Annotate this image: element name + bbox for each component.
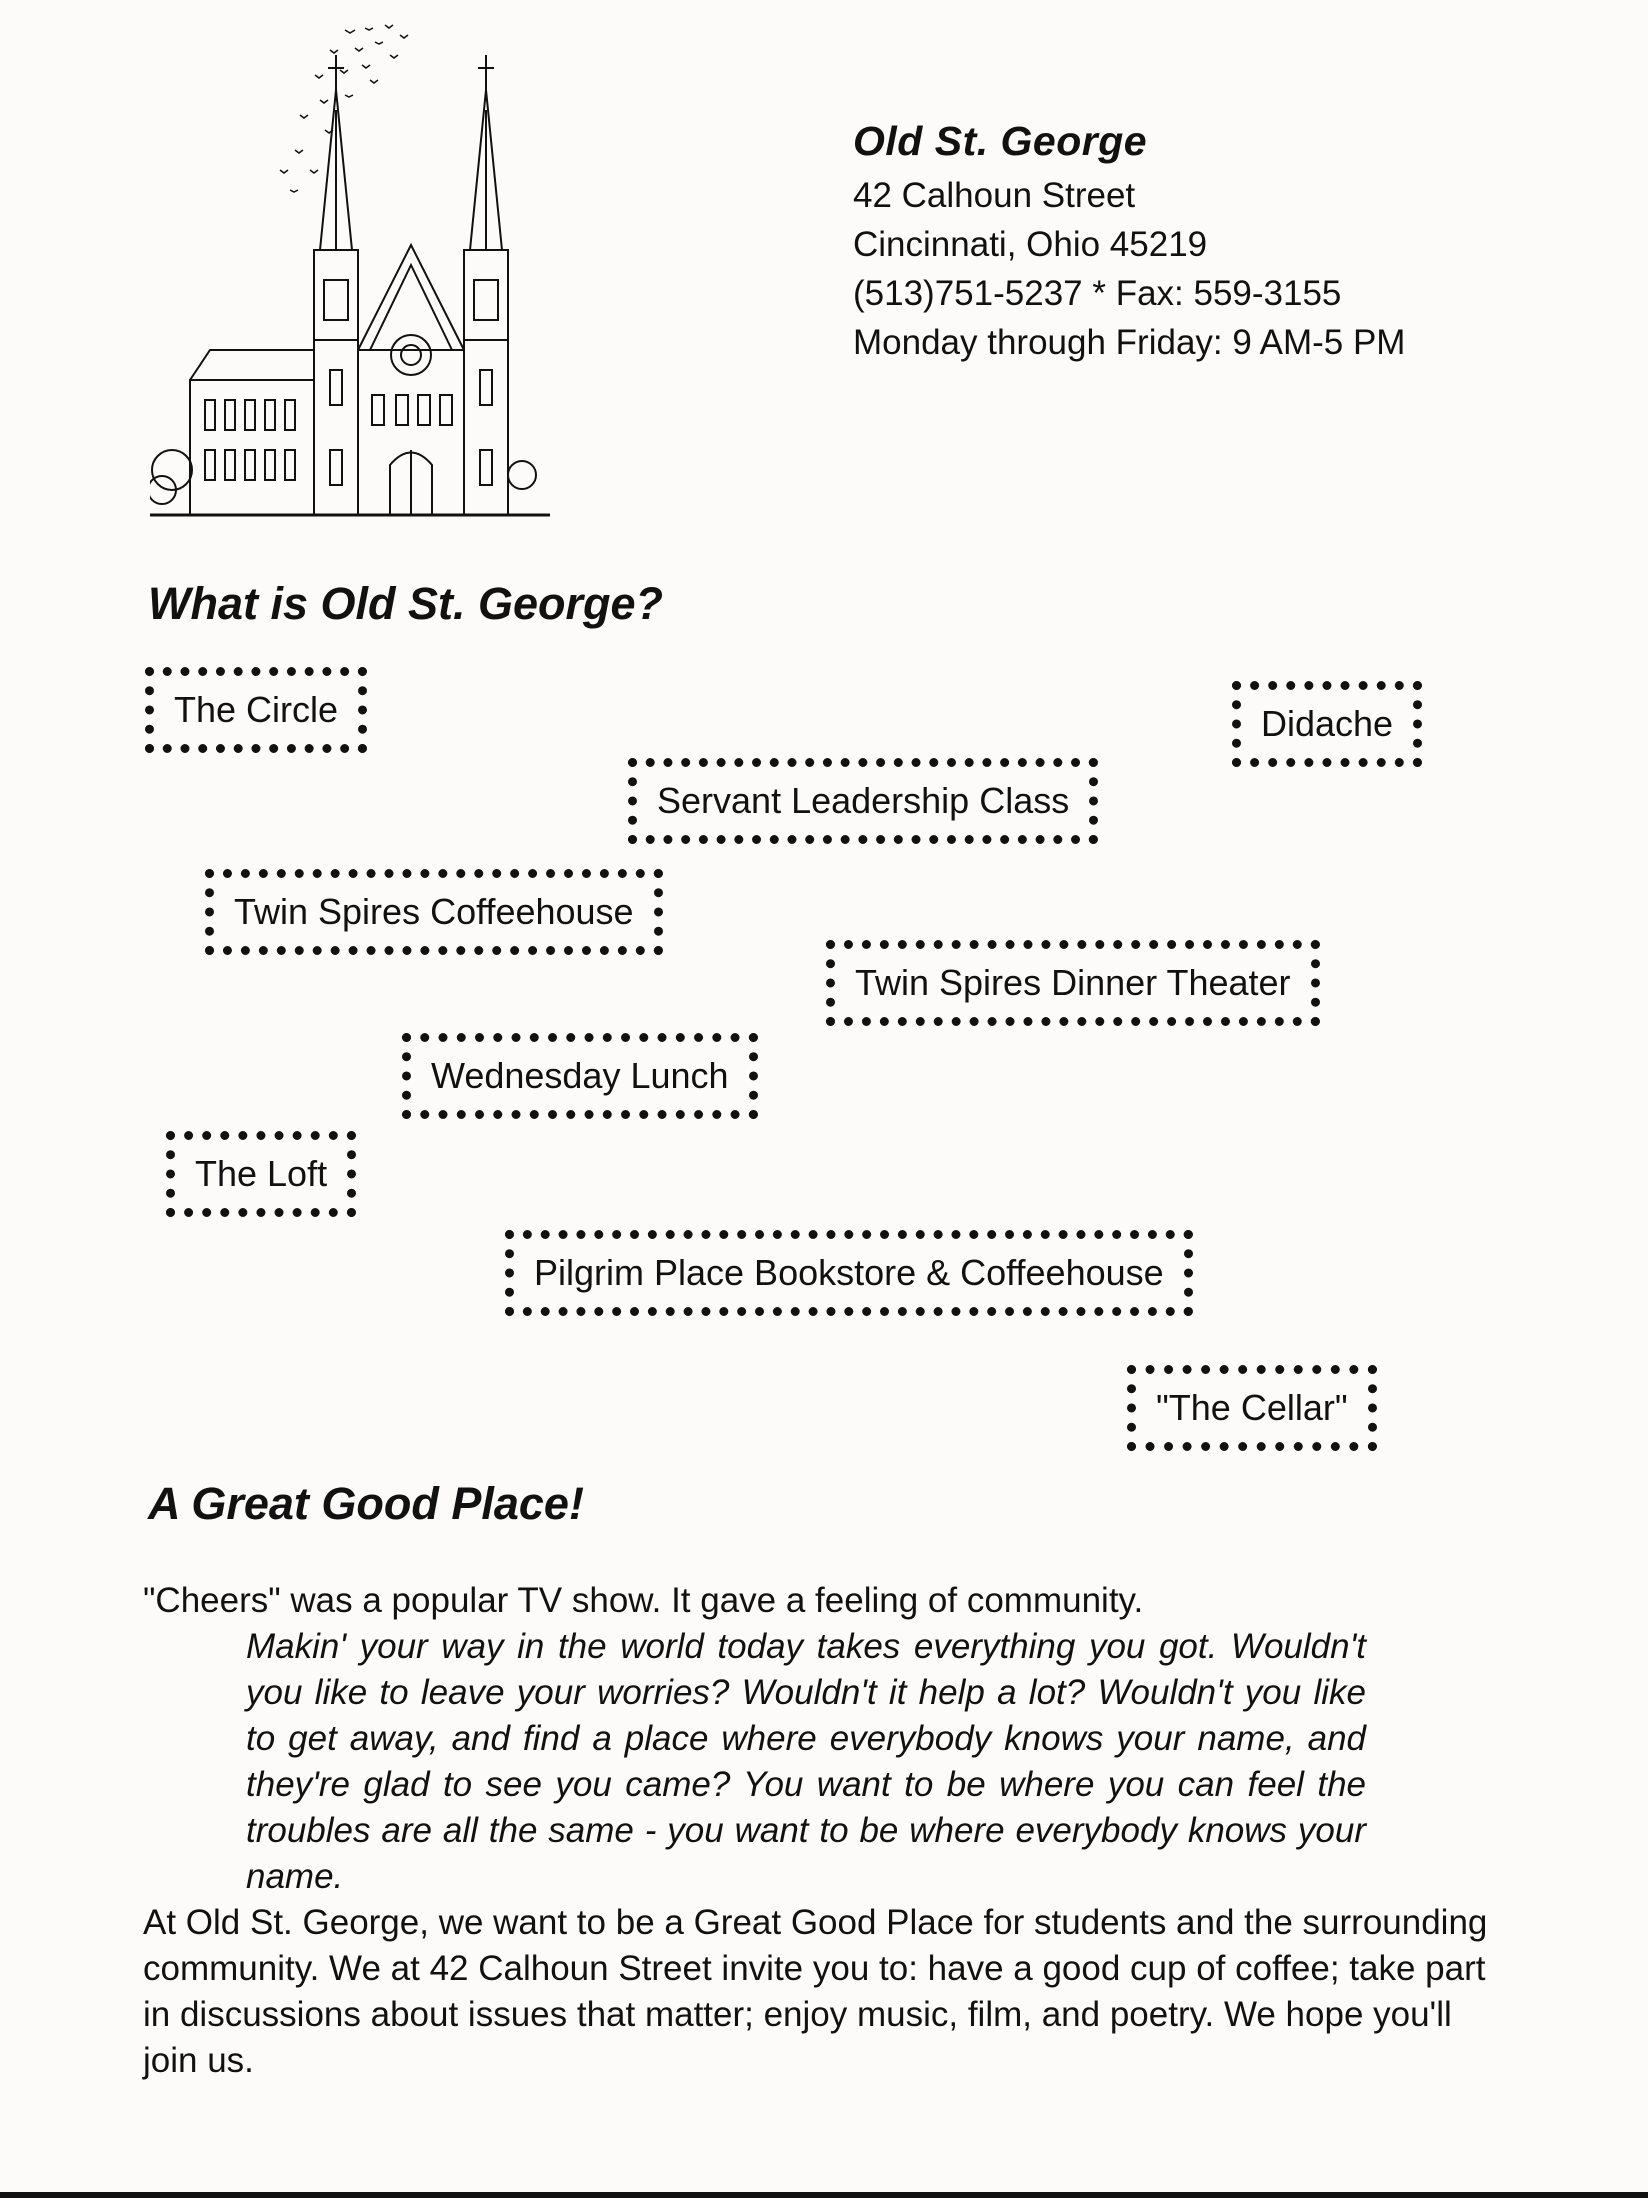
bottom-rule — [0, 2192, 1648, 2198]
tag-the-loft: The Loft — [166, 1131, 356, 1217]
tag-twin-spires-dinner-theater: Twin Spires Dinner Theater — [826, 940, 1320, 1026]
intro-paragraph: "Cheers" was a popular TV show. It gave a feeling of community. — [143, 1581, 1144, 1620]
tag-the-circle: The Circle — [145, 667, 367, 753]
closing-paragraph: At Old St. George, we want to be a Great Good Place for students and the surrounding community. We at 42 Calhoun Street invite you to: have a good cup of coffee; take part in discussions about issues that matter; enjoy music, film, and poetry. We hope you'll join us. — [143, 1903, 1488, 2080]
tag-the-cellar: "The Cellar" — [1127, 1365, 1377, 1451]
office-hours: Monday through Friday: 9 AM-5 PM — [853, 323, 1406, 362]
tag-servant-leadership-class: Servant Leadership Class — [628, 758, 1098, 844]
city-state-zip: Cincinnati, Ohio 45219 — [853, 225, 1208, 264]
church-with-twin-spires-icon — [150, 20, 550, 520]
phone-fax: (513)751-5237 * Fax: 559-3155 — [853, 274, 1342, 313]
contact-block — [853, 118, 1573, 367]
tag-wednesday-lunch: Wednesday Lunch — [402, 1033, 758, 1119]
org-name: Old St. George — [853, 118, 1148, 164]
great-good-place-heading: A Great Good Place! — [148, 1478, 584, 1529]
tag-pilgrim-place-bookstore: Pilgrim Place Bookstore & Coffeehouse — [505, 1230, 1193, 1316]
tag-didache: Didache — [1232, 681, 1422, 767]
cheers-lyrics: Makin' your way in the world today takes everything you got. Wouldn't you like to leave your worries? Wouldn't it help a lot? Wouldn't you like to get away, and find a place where everybody knows your name, and they're glad to see you came? You want to be where you can feel the troubles are all the same - you want to be where everybody knows your name. — [246, 1627, 1366, 1896]
street-address: 42 Calhoun Street — [853, 176, 1136, 215]
tag-twin-spires-coffeehouse: Twin Spires Coffeehouse — [205, 869, 663, 955]
great-good-place-body — [143, 1578, 1503, 2084]
what-is-heading: What is Old St. George? — [148, 578, 664, 629]
